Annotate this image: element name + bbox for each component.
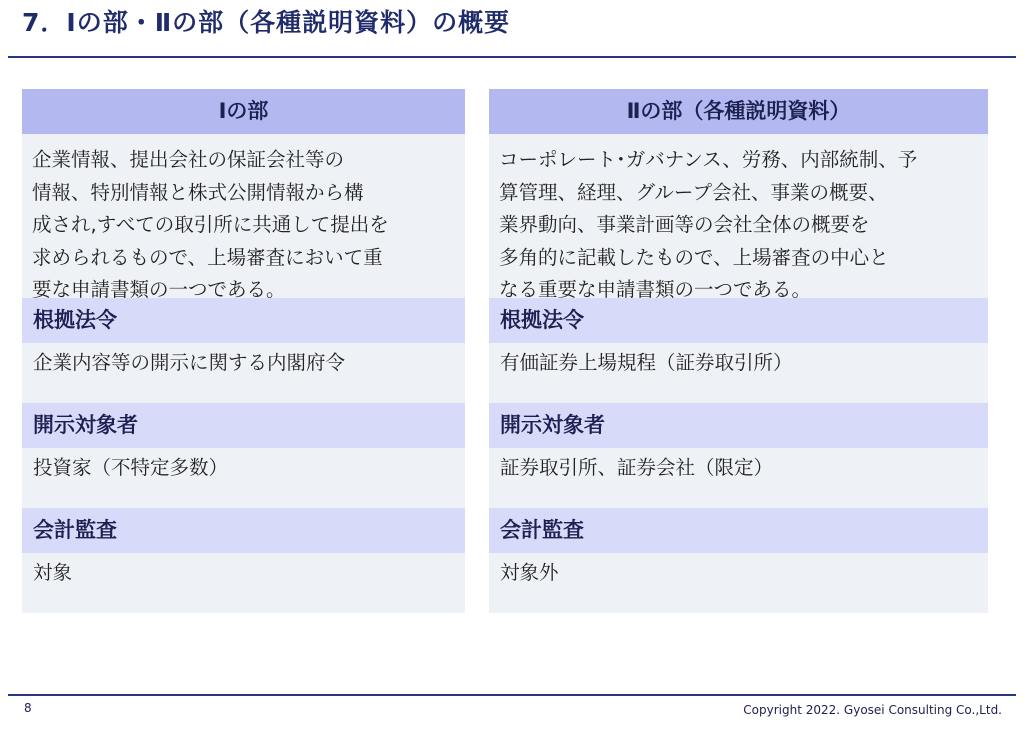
part-two-description <box>489 134 988 298</box>
part-one-column <box>22 89 465 613</box>
part-two-column <box>489 89 988 613</box>
description-line: コーポレート･ガバナンス、労務、内部統制、予 <box>499 148 918 171</box>
copyright-notice: Copyright 2022. Gyosei Consulting Co.,Ltd. <box>743 703 1002 717</box>
legal-basis-heading: 根拠法令 <box>22 298 465 343</box>
description-line: 要な申請書類の一つである。 <box>32 278 286 298</box>
description-line: なる重要な申請書類の一つである。 <box>499 278 812 298</box>
disclosure-target-value: 証券取引所、証券会社（限定） <box>489 448 988 508</box>
description-line: 情報、特別情報と株式公開情報から構 <box>32 180 364 204</box>
legal-basis-heading: 根拠法令 <box>489 298 988 343</box>
slide-title: 7．Ⅰの部・Ⅱの部（各種説明資料）の概要 <box>22 8 511 37</box>
footer-divider <box>8 694 1016 696</box>
disclosure-target-value: 投資家（不特定多数） <box>22 448 465 508</box>
legal-basis-value: 企業内容等の開示に関する内閣府令 <box>22 343 465 403</box>
audit-heading: 会計監査 <box>22 508 465 553</box>
description-line: 算管理、経理、グループ会社、事業の概要、 <box>499 180 888 204</box>
title-divider <box>8 56 1016 58</box>
description-line: 業界動向、事業計画等の会社全体の概要を <box>499 213 870 236</box>
page-number: 8 <box>24 701 32 715</box>
disclosure-target-heading: 開示対象者 <box>489 403 988 448</box>
audit-value: 対象 <box>22 553 465 613</box>
part-one-description <box>22 134 465 298</box>
legal-basis-value: 有価証券上場規程（証券取引所） <box>489 343 988 403</box>
part-two-header: Ⅱの部（各種説明資料） <box>489 89 988 134</box>
description-line: 多角的に記載したもので、上場審査の中心と <box>499 245 889 269</box>
description-line: 成され,すべての取引所に共通して提出を <box>32 213 389 236</box>
description-line: 企業情報、提出会社の保証会社等の <box>32 148 345 171</box>
disclosure-target-heading: 開示対象者 <box>22 403 465 448</box>
audit-value: 対象外 <box>489 553 988 613</box>
part-one-header: Ⅰの部 <box>22 89 465 134</box>
audit-heading: 会計監査 <box>489 508 988 553</box>
description-line: 求められるもので、上場審査において重 <box>32 245 383 269</box>
